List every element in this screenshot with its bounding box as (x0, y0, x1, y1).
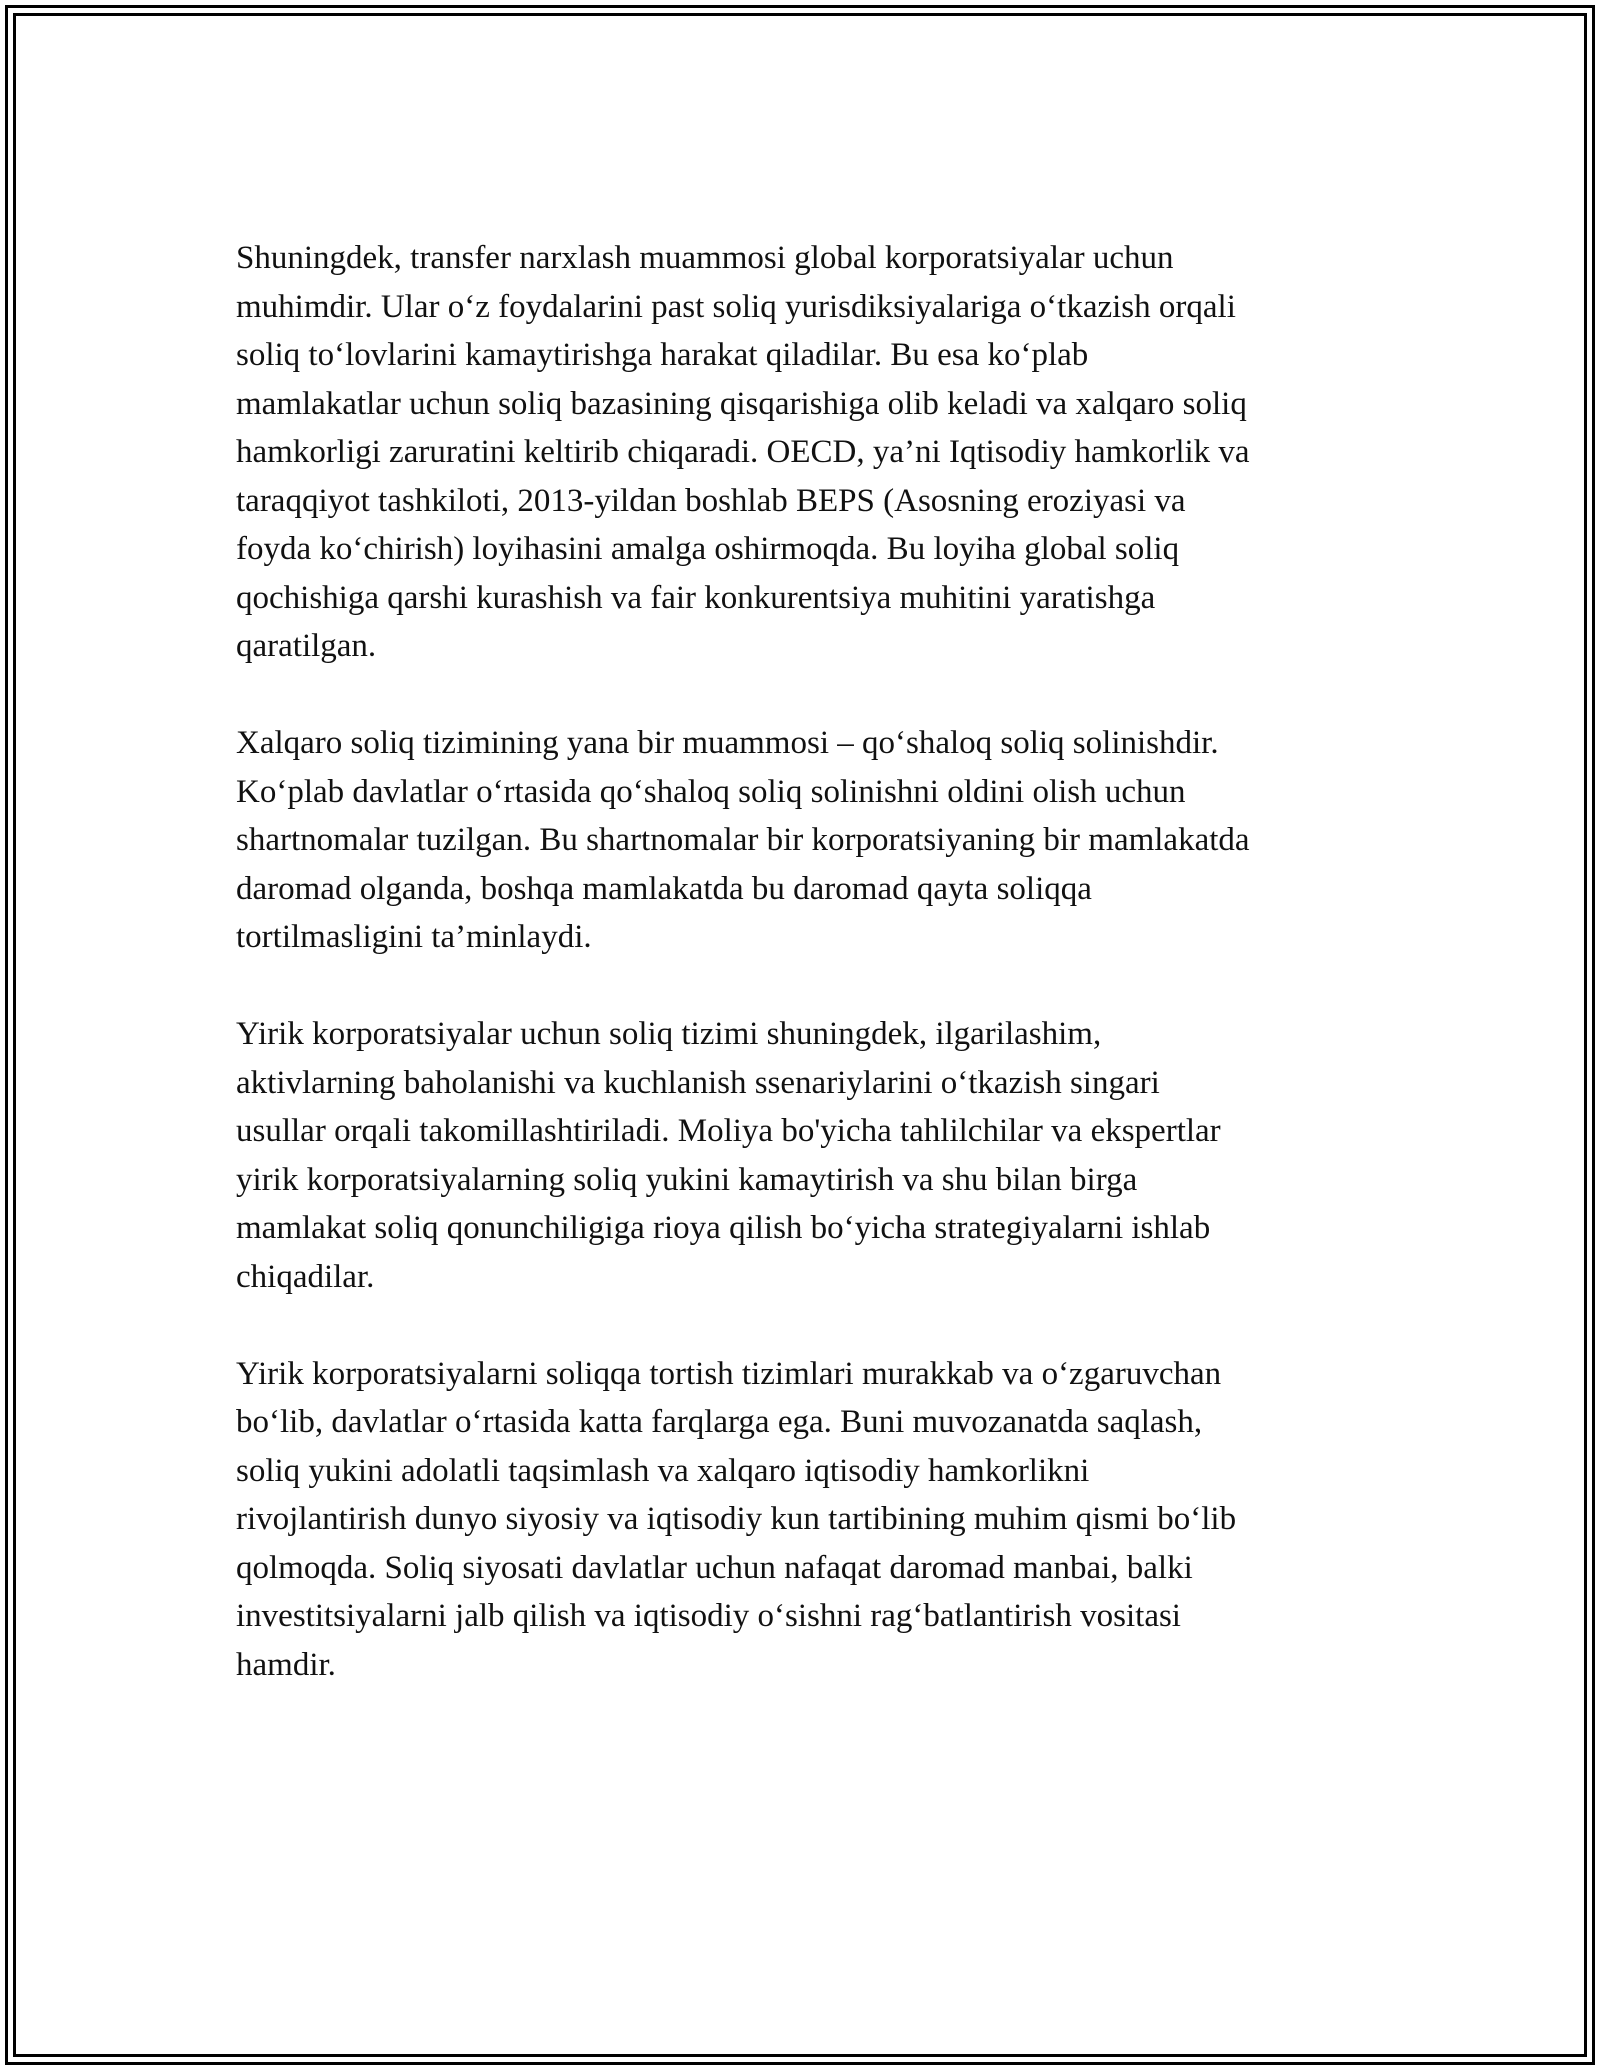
paragraph-conclusion: Yirik korporatsiyalarni soliqqa tortish tizimlari murakkab va o‘zgaruvchan bo‘lib, davlatlar o‘rtasida katta farqlarga ega. Buni muvozanatda saqlash, soliq yukini adolatli taqsimlash va xalqaro iqtisodiy hamkorlikni rivojlantirish dunyo siyosiy va iqtisodiy kun tartibining muhim qismi bo‘lib qolmoqda. Soliq siyosati davlatlar uchun nafaqat daromad manbai, balki investitsiyalarni jalb qilish va iqtisodiy o‘sishni rag‘batlantirish vositasi hamdir. (236, 1355, 1237, 1683)
document-body (236, 234, 1366, 1738)
paragraph-tax-system-improvement: Yirik korporatsiyalar uchun soliq tizimi shuningdek, ilgarilashim, aktivlarning baholanishi va kuchlanish ssenariylarini o‘tkazish singari usullar orqali takomillashtiriladi. Moliya bo'yicha tahlilchilar va ekspertlar yirik korporatsiyalarning soliq yukini kamaytirish va shu bilan birga mamlakat soliq qonunchiligiga rioya qilish bo‘yicha strategiyalarni ishlab chiqadilar. (236, 1016, 1221, 1295)
paragraph-transfer-pricing: Shuningdek, transfer narxlash muammosi global korporatsiyalar uchun muhimdir. Ular o‘z foydalarini past soliq yurisdiksiyalariga o‘tkazish orqali soliq to‘lovlarini kamaytirishga harakat qiladilar. Bu esa ko‘plab mamlakatlar uchun soliq bazasining qisqarishiga olib keladi va xalqaro soliq hamkorligi zaruratini keltirib chiqaradi. OECD, ya’ni Iqtisodiy hamkorlik va taraqqiyot tashkiloti, 2013-yildan boshlab BEPS (Asosning eroziyasi va foyda ko‘chirish) loyihasini amalga oshirmoqda. Bu loyiha global soliq qochishiga qarshi kurashish va fair konkurentsiya muhitini yaratishga qaratilgan. (236, 240, 1250, 664)
paragraph-double-taxation: Xalqaro soliq tizimining yana bir muammosi – qo‘shaloq soliq solinishdir. Ko‘plab davlatlar o‘rtasida qo‘shaloq soliq solinishni oldini olish uchun shartnomalar tuzilgan. Bu shartnomalar bir korporatsiyaning bir mamlakatda daromad olganda, boshqa mamlakatda bu daromad qayta soliqqa tortilmasligini ta’minlaydi. (236, 725, 1250, 955)
